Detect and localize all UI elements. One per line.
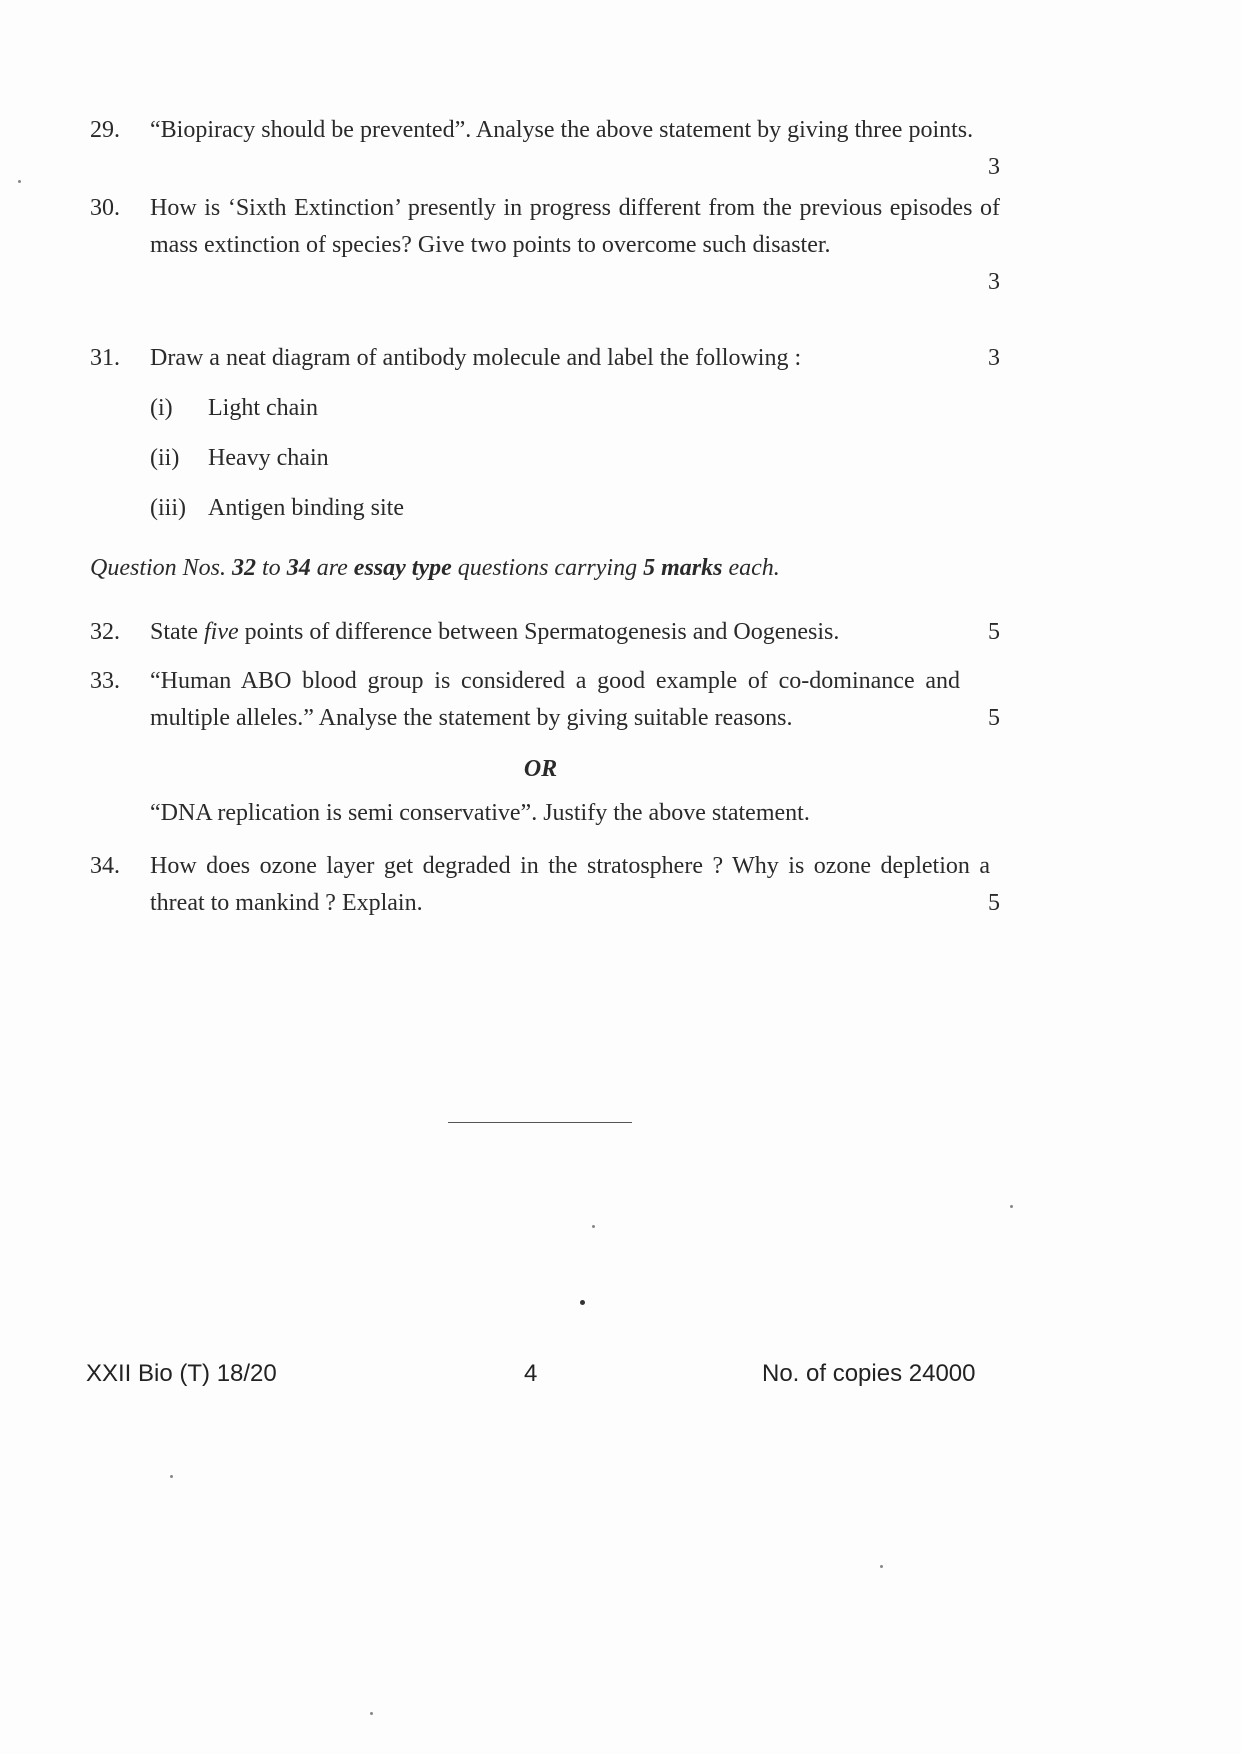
question-text: Draw a neat diagram of antibody molecule and label the following : <box>150 345 802 371</box>
question-text: “Human ABO blood group is considered a good example of co-dominance and multiple alleles.” Analyse the statement by giving suitable reasons. <box>150 668 960 731</box>
question-marks: 3 <box>988 269 1000 295</box>
scan-speck <box>170 1475 173 1478</box>
subitem-roman: (iii) <box>150 495 186 521</box>
question-30 <box>90 190 1000 302</box>
note-text: Question Nos. <box>90 555 227 581</box>
scan-speck <box>580 1300 585 1305</box>
question-number: 34. <box>90 853 120 879</box>
subitem-antigen-binding-site <box>150 490 404 527</box>
subitem-roman: (i) <box>150 395 173 421</box>
note-text: are <box>316 555 348 581</box>
scan-speck <box>1010 1205 1013 1208</box>
copies-count: No. of copies 24000 <box>762 1360 976 1387</box>
scan-speck <box>18 180 21 183</box>
subitem-light-chain <box>150 390 318 427</box>
question-29 <box>90 112 1000 188</box>
paper-code: XXII Bio (T) 18/20 <box>86 1360 277 1387</box>
question-marks: 5 <box>988 705 1000 731</box>
question-31 <box>90 340 1000 380</box>
note-marks: 5 marks <box>643 555 723 581</box>
question-34 <box>90 848 1000 924</box>
note-range-end: 34 <box>286 555 311 581</box>
question-text-part: points of difference between Spermatogenesis and Oogenesis. <box>244 619 840 645</box>
subitem-label: Light chain <box>208 395 318 421</box>
note-range-start: 32 <box>232 555 257 581</box>
question-text-part: State <box>150 619 198 645</box>
question-text: How is ‘Sixth Extinction’ presently in progress different from the previous episodes of mass extinction of species? Give two points to overcome such disaster. <box>150 195 1000 258</box>
question-marks: 5 <box>988 619 1000 645</box>
end-of-paper-rule <box>448 1122 632 1123</box>
subitem-roman: (ii) <box>150 445 180 471</box>
note-text: to <box>262 555 281 581</box>
question-number: 29. <box>90 117 120 143</box>
question-number: 31. <box>90 345 120 371</box>
question-text <box>150 614 1000 651</box>
question-marks: 5 <box>988 890 1000 916</box>
scan-speck <box>592 1225 595 1228</box>
question-number: 30. <box>90 195 120 221</box>
note-text: questions carrying <box>457 555 638 581</box>
question-number: 33. <box>90 668 120 694</box>
subitem-heavy-chain <box>150 440 329 477</box>
scan-speck <box>370 1712 373 1715</box>
question-marks: 3 <box>988 154 1000 180</box>
question-text: “Biopiracy should be prevented”. Analyse the above statement by giving three points. <box>150 117 974 143</box>
subitem-label: Heavy chain <box>208 445 329 471</box>
question-marks: 3 <box>988 345 1000 371</box>
note-essay-type: essay type <box>353 555 452 581</box>
alternative-question: “DNA replication is semi conservative”. Justify the above statement. <box>150 800 810 826</box>
section-note <box>90 555 780 582</box>
question-text: How does ozone layer get degraded in the stratosphere ? Why is ozone depletion a threat to mankind ? Explain. <box>150 853 990 916</box>
subitem-label: Antigen binding site <box>208 495 404 521</box>
question-33 <box>90 663 1000 739</box>
question-emphasis: five <box>204 619 239 645</box>
or-separator: OR <box>523 756 558 782</box>
page-number: 4 <box>524 1360 538 1387</box>
question-number: 32. <box>90 619 120 645</box>
question-32 <box>90 614 1000 654</box>
note-text: each. <box>728 555 780 581</box>
scan-speck <box>880 1565 883 1568</box>
